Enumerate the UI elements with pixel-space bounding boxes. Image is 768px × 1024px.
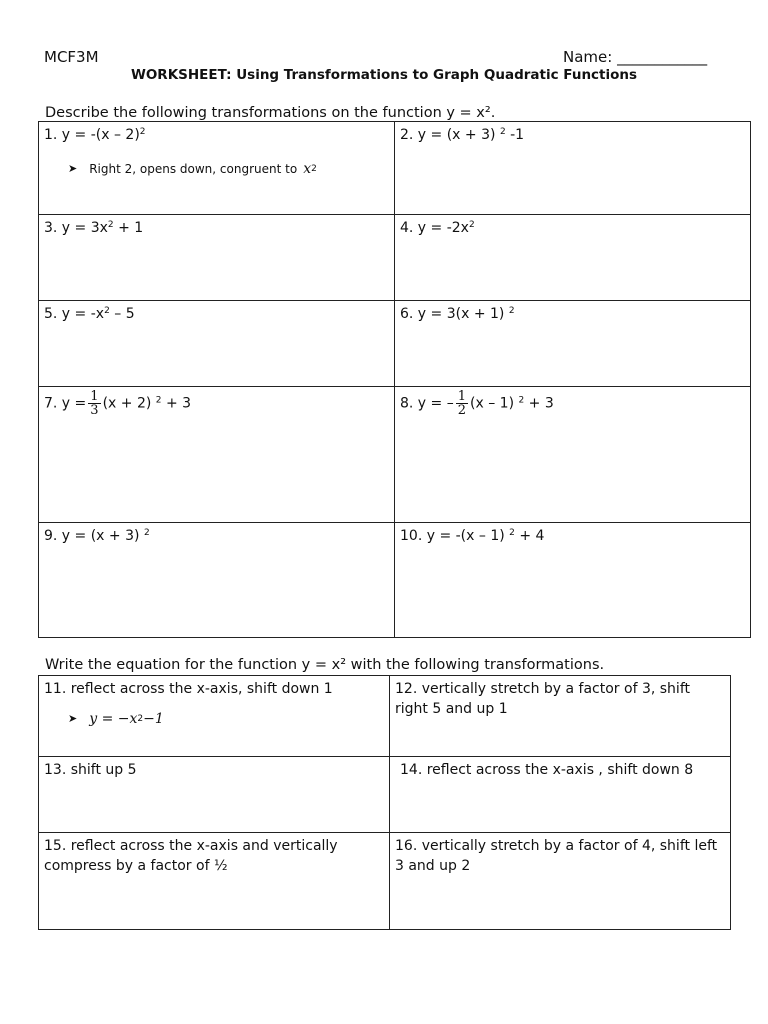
question-3-tail: + 1 <box>113 220 144 236</box>
worksheet-title: WORKSHEET: Using Transformations to Graph Quadratic Functions <box>130 67 638 83</box>
question-12-text: 12. vertically stretch by a factor of 3, shift right 5 and up 1 <box>395 681 690 717</box>
question-2-cell <box>395 122 751 215</box>
question-9-cell <box>39 523 395 638</box>
question-2-text: 2. y = (x + 3) <box>400 127 496 143</box>
question-16-text: 16. vertically stretch by a factor of 4, shift left 3 and up 2 <box>395 838 718 874</box>
exponent: 2 <box>143 528 150 538</box>
question-6-text: 6. y = 3(x + 1) <box>400 306 505 322</box>
fraction-denominator: 3 <box>90 403 99 418</box>
answer-math-tail: −1 <box>143 711 164 727</box>
exponent: 2 <box>509 528 515 538</box>
exponent: 2 <box>104 306 110 316</box>
question-16-cell <box>390 833 731 930</box>
question-1-cell <box>39 122 395 215</box>
arrowhead-bullet-icon: ➤ <box>68 712 78 725</box>
exponent: 2 <box>107 220 114 230</box>
part2-instruction: Write the equation for the function y = x² with the following transformations. <box>45 657 605 673</box>
question-4-cell <box>395 215 751 301</box>
question-5-cell <box>39 301 395 387</box>
exponent: 2 <box>139 127 146 137</box>
question-11-cell <box>39 676 390 757</box>
exponent: 2 <box>508 306 515 316</box>
question-9-text: 9. y = (x + 3) <box>44 528 140 544</box>
question-3-cell <box>39 215 395 301</box>
question-14-cell <box>390 757 731 833</box>
question-15-text: 15. reflect across the x-axis and vertically compress by a factor of ½ <box>44 838 338 874</box>
exponent: 2 <box>518 395 525 406</box>
question-13-cell <box>39 757 390 833</box>
arrowhead-bullet-icon: ➤ <box>68 162 78 175</box>
question-13-text: 13. shift up 5 <box>44 762 137 778</box>
question-12-cell <box>390 676 731 757</box>
fraction-numerator: 1 <box>90 389 99 404</box>
fraction-one-third <box>88 390 100 417</box>
part1-instruction: Describe the following transformations on the function y = x². <box>45 105 496 121</box>
exponent: 2 <box>468 220 475 230</box>
question-10-text: 10. y = -(x – 1) <box>400 528 505 544</box>
answer-math: y = −x <box>89 711 138 727</box>
fraction-one-half <box>456 390 468 417</box>
question-11-answer: ➤ y = −x 2 −1 <box>68 711 164 727</box>
question-5-tail: – 5 <box>109 306 135 322</box>
question-7-cell <box>39 387 395 523</box>
question-15-cell <box>39 833 390 930</box>
question-7-prefix: 7. y = <box>44 395 87 412</box>
question-11-text: 11. reflect across the x-axis, shift down 1 <box>44 681 333 697</box>
question-8-prefix: 8. y = – <box>400 395 454 412</box>
question-1-text: 1. y = -(x – 2) <box>44 127 140 143</box>
question-6-cell <box>395 301 751 387</box>
answer-math: x <box>303 161 312 177</box>
question-14-text: 14. reflect across the x-axis , shift down 8 <box>400 762 694 778</box>
question-3-text: 3. y = 3x <box>44 220 108 236</box>
question-7-text: (x + 2) <box>102 395 152 412</box>
question-4-text: 4. y = -2x <box>400 220 469 236</box>
name-field-label: Name: ____________ <box>563 48 708 66</box>
answer-text: Right 2, opens down, congruent to <box>89 162 298 176</box>
question-2-tail: -1 <box>505 127 525 143</box>
exponent: 2 <box>155 395 162 406</box>
question-1-answer: ➤ Right 2, opens down, congruent to x 2 <box>68 161 317 177</box>
question-8-tail: + 3 <box>524 395 554 412</box>
describe-transformations-table <box>38 121 751 638</box>
fraction-numerator: 1 <box>457 389 467 404</box>
course-code: MCF3M <box>44 48 99 66</box>
fraction-denominator: 2 <box>457 403 467 418</box>
write-equation-table <box>38 675 731 930</box>
question-5-text: 5. y = -x <box>44 306 105 322</box>
question-7-tail: + 3 <box>161 395 192 412</box>
question-10-cell <box>395 523 751 638</box>
question-8-text: (x – 1) <box>470 395 515 412</box>
exponent: 2 <box>499 127 506 137</box>
question-8-cell <box>395 387 751 523</box>
question-10-tail: + 4 <box>514 528 545 544</box>
